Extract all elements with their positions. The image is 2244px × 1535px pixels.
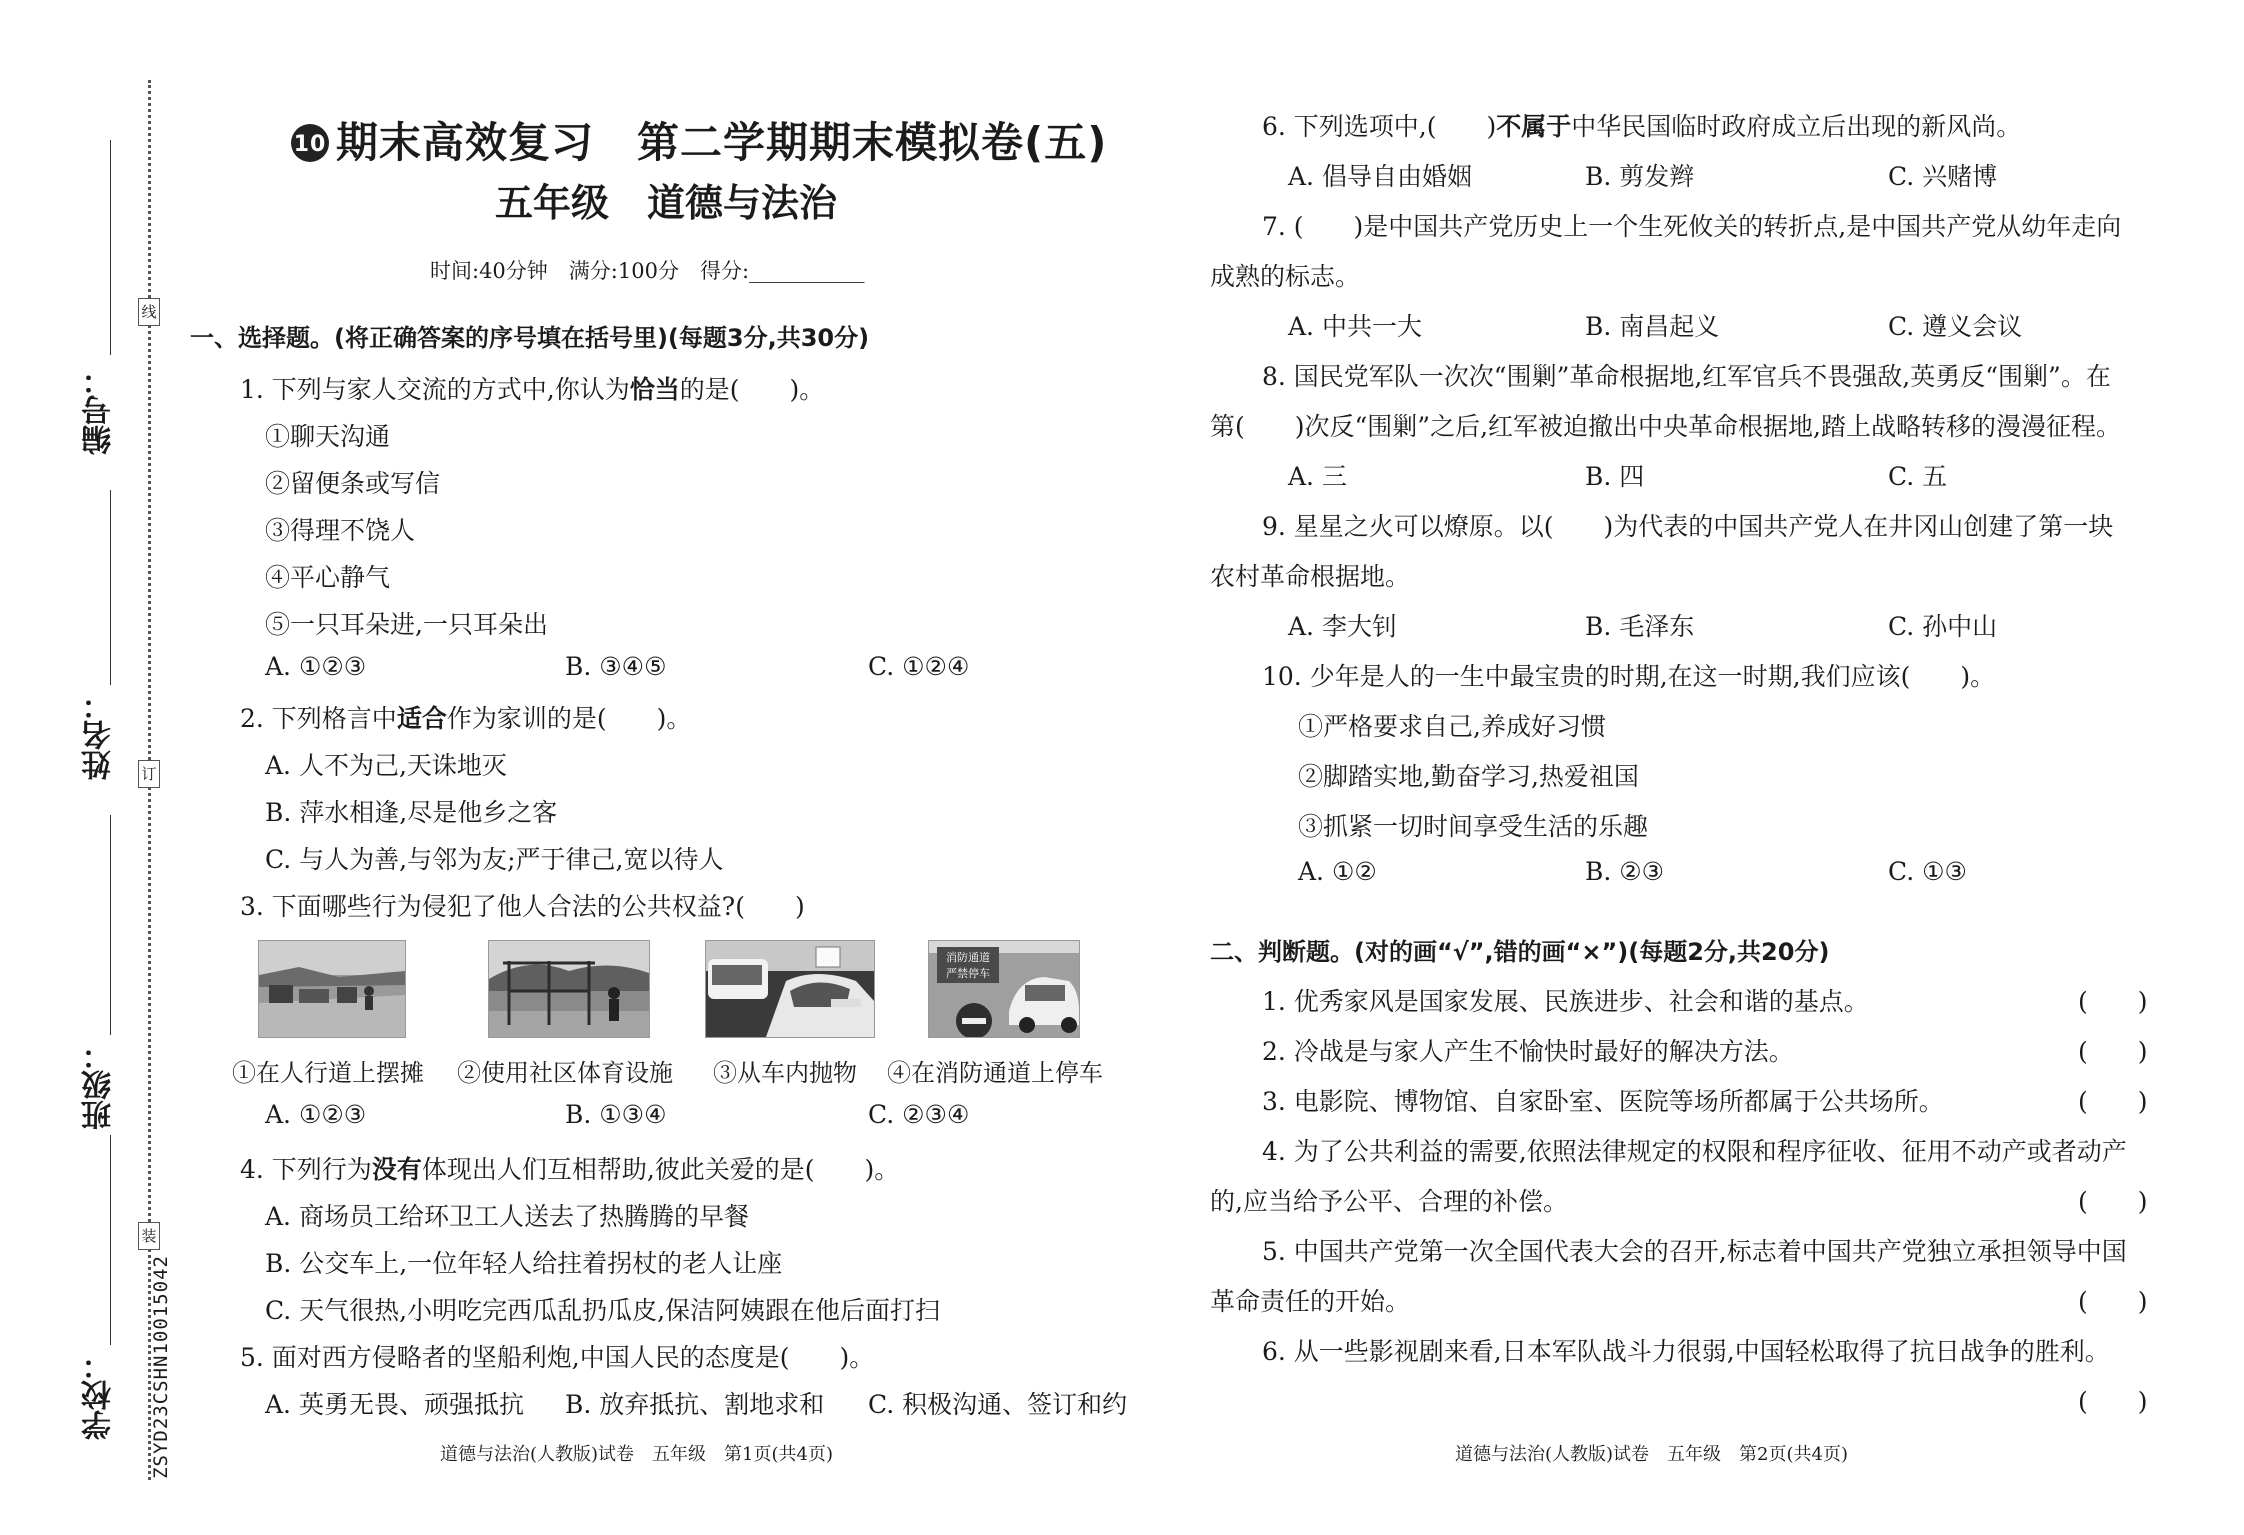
q7-stem-line1: 7. ( )是中国共产党历史上一个生死攸关的转折点,是中国共产党从幼年走向 bbox=[1262, 212, 2122, 241]
j4-answer-paren[interactable]: ( ) bbox=[2078, 1187, 2148, 1216]
q4-option-b[interactable]: B. 公交车上,一位年轻人给拄着拐杖的老人让座 bbox=[265, 1249, 783, 1278]
q10-option-c[interactable]: C. ①③ bbox=[1888, 857, 1967, 886]
q6-option-a[interactable]: A. 倡导自由婚姻 bbox=[1288, 162, 1472, 191]
q10-item-3: ③抓紧一切时间享受生活的乐趣 bbox=[1298, 812, 1649, 841]
j5-statement-line2: 革命责任的开始。 bbox=[1210, 1287, 1411, 1316]
q3-caption-2: ②使用社区体育设施 bbox=[457, 1059, 673, 1087]
q9-stem-line2: 农村革命根据地。 bbox=[1210, 562, 1411, 591]
q7-option-b[interactable]: B. 南昌起义 bbox=[1585, 312, 1720, 341]
j1-statement: 1. 优秀家风是国家发展、民族进步、社会和谐的基点。 bbox=[1262, 987, 1869, 1016]
number-field-line[interactable] bbox=[110, 140, 111, 355]
q7-option-a[interactable]: A. 中共一大 bbox=[1288, 312, 1422, 341]
class-field-label: 班级： bbox=[82, 1040, 117, 1130]
q4-option-c[interactable]: C. 天气很热,小明吃完西瓜乱扔瓜皮,保洁阿姨跟在他后面打扫 bbox=[265, 1296, 941, 1325]
q2-option-b[interactable]: B. 萍水相逢,尽是他乡之客 bbox=[265, 798, 558, 827]
j6-answer-paren[interactable]: ( ) bbox=[2078, 1387, 2148, 1416]
q3-option-a[interactable]: A. ①②③ bbox=[265, 1100, 367, 1129]
q9-option-b[interactable]: B. 毛泽东 bbox=[1585, 612, 1695, 641]
q5-option-c[interactable]: C. 积极沟通、签订和约 bbox=[868, 1390, 1128, 1419]
q1-stem: 1. 下列与家人交流的方式中,你认为恰当的是( )。 bbox=[240, 375, 825, 404]
q8-stem-line1: 8. 国民党军队一次次“围剿”革命根据地,红军官兵不畏强敌,英勇反“围剿”。在 bbox=[1262, 362, 2111, 391]
school-field-line[interactable] bbox=[110, 1135, 111, 1345]
q3-caption-4: ④在消防通道上停车 bbox=[887, 1059, 1103, 1087]
q4-stem: 4. 下列行为没有体现出人们互相帮助,彼此关爱的是( )。 bbox=[240, 1155, 900, 1184]
number-circle-text: 10 bbox=[293, 132, 327, 157]
q4-option-a[interactable]: A. 商场员工给环卫工人送去了热腾腾的早餐 bbox=[265, 1202, 749, 1231]
q1-item-2: ②留便条或写信 bbox=[265, 469, 441, 498]
q7-stem-line2: 成熟的标志。 bbox=[1210, 262, 1361, 291]
q10-option-b[interactable]: B. ②③ bbox=[1585, 857, 1665, 886]
page-title bbox=[290, 110, 1107, 170]
name-field-line[interactable] bbox=[110, 490, 111, 685]
q5-option-a[interactable]: A. 英勇无畏、顽强抵抗 bbox=[265, 1390, 524, 1419]
fire-lane-parking-photo bbox=[928, 940, 1080, 1038]
q10-item-2: ②脚踏实地,勤奋学习,热爱祖国 bbox=[1298, 762, 1639, 791]
j5-answer-paren[interactable]: ( ) bbox=[2078, 1287, 2148, 1316]
q8-option-a[interactable]: A. 三 bbox=[1288, 462, 1347, 491]
q3-option-c[interactable]: C. ②③④ bbox=[868, 1100, 970, 1129]
j3-answer-paren[interactable]: ( ) bbox=[2078, 1087, 2148, 1116]
j3-statement: 3. 电影院、博物馆、自家卧室、医院等场所都属于公共场所。 bbox=[1262, 1087, 1944, 1116]
page-subtitle: 五年级 道德与法治 bbox=[495, 181, 838, 225]
q1-item-5: ⑤一只耳朵进,一只耳朵出 bbox=[265, 610, 548, 639]
q8-option-c[interactable]: C. 五 bbox=[1888, 462, 1948, 491]
name-field-label: 姓名： bbox=[82, 690, 117, 780]
q6-option-b[interactable]: B. 剪发辫 bbox=[1585, 162, 1695, 191]
sign-text-line2: 严禁停车 bbox=[946, 967, 990, 980]
number-circle-icon bbox=[290, 123, 330, 163]
exam-meta: 时间:40分钟 满分:100分 得分:___________ bbox=[430, 259, 865, 283]
q1-option-a[interactable]: A. ①②③ bbox=[265, 652, 367, 681]
q2-option-c[interactable]: C. 与人为善,与邻为友;严于律己,宽以待人 bbox=[265, 845, 724, 874]
q1-option-b[interactable]: B. ③④⑤ bbox=[565, 652, 667, 681]
q10-option-a[interactable]: A. ①② bbox=[1298, 857, 1377, 886]
littering-car-photo bbox=[705, 940, 875, 1038]
q6-stem: 6. 下列选项中,( )不属于中华民国临时政府成立后出现的新风尚。 bbox=[1262, 112, 2022, 141]
title-text: 期末高效复习 第二学期期末模拟卷(五) bbox=[336, 118, 1108, 167]
q9-option-a[interactable]: A. 李大钊 bbox=[1288, 612, 1397, 641]
q5-option-b[interactable]: B. 放弃抵抗、割地求和 bbox=[565, 1390, 825, 1419]
j2-answer-paren[interactable]: ( ) bbox=[2078, 1037, 2148, 1066]
q2-stem: 2. 下列格言中适合作为家训的是( )。 bbox=[240, 704, 692, 733]
q9-stem-line1: 9. 星星之火可以燎原。以( )为代表的中国共产党人在井冈山创建了第一块 bbox=[1262, 512, 2114, 541]
footer-right: 道德与法治(人教版)试卷 五年级 第2页(共4页) bbox=[1455, 1444, 1848, 1465]
serial-number: ZSYD23CSHN10015042 bbox=[150, 1255, 172, 1479]
q6-option-c[interactable]: C. 兴赌博 bbox=[1888, 162, 1998, 191]
j5-statement-line1: 5. 中国共产党第一次全国代表大会的召开,标志着中国共产党独立承担领导中国 bbox=[1262, 1237, 2127, 1266]
street-stall-photo bbox=[258, 940, 406, 1038]
number-field-label: 编号： bbox=[82, 365, 117, 455]
q2-option-a[interactable]: A. 人不为己,天诛地灭 bbox=[265, 751, 507, 780]
j4-statement-line1: 4. 为了公共利益的需要,依照法律规定的权限和程序征收、征用不动产或者动产 bbox=[1262, 1137, 2127, 1166]
q5-stem: 5. 面对西方侵略者的坚船利炮,中国人民的态度是( )。 bbox=[240, 1343, 875, 1372]
class-field-line[interactable] bbox=[110, 815, 111, 1035]
j2-statement: 2. 冷战是与家人产生不愉快时最好的解决方法。 bbox=[1262, 1037, 1794, 1066]
footer-left: 道德与法治(人教版)试卷 五年级 第1页(共4页) bbox=[440, 1444, 833, 1465]
school-field-label: 学校： bbox=[82, 1350, 117, 1440]
q8-stem-line2: 第( )次反“围剿”之后,红军被迫撤出中央革命根据地,踏上战略转移的漫漫征程。 bbox=[1210, 412, 2121, 441]
q3-stem: 3. 下面哪些行为侵犯了他人合法的公共权益?( ) bbox=[240, 892, 805, 921]
q3-option-b[interactable]: B. ①③④ bbox=[565, 1100, 667, 1129]
binding-mark-zhuang: 装 bbox=[138, 1222, 160, 1250]
j4-statement-line2: 的,应当给予公平、合理的补偿。 bbox=[1210, 1187, 1568, 1216]
binding-mark-xian: 线 bbox=[138, 298, 160, 326]
binding-margin bbox=[0, 0, 180, 1535]
q1-option-c[interactable]: C. ①②④ bbox=[868, 652, 970, 681]
q3-caption-1: ①在人行道上摆摊 bbox=[232, 1059, 424, 1087]
sign-text-line1: 消防通道 bbox=[946, 951, 990, 964]
q7-option-c[interactable]: C. 遵义会议 bbox=[1888, 312, 2023, 341]
q1-item-4: ④平心静气 bbox=[265, 563, 391, 592]
section1-heading: 一、选择题。(将正确答案的序号填在括号里)(每题3分,共30分) bbox=[190, 324, 870, 352]
binding-mark-ding: 订 bbox=[138, 760, 160, 788]
q9-option-c[interactable]: C. 孙中山 bbox=[1888, 612, 1998, 641]
section2-heading: 二、判断题。(对的画“√”,错的画“×”)(每题2分,共20分) bbox=[1210, 938, 1830, 966]
q1-item-3: ③得理不饶人 bbox=[265, 516, 416, 545]
q3-caption-3: ③从车内抛物 bbox=[713, 1059, 857, 1087]
sports-facility-photo bbox=[488, 940, 650, 1038]
q8-option-b[interactable]: B. 四 bbox=[1585, 462, 1645, 491]
q10-item-1: ①严格要求自己,养成好习惯 bbox=[1298, 712, 1606, 741]
q10-stem: 10. 少年是人的一生中最宝贵的时期,在这一时期,我们应该( )。 bbox=[1262, 662, 1996, 691]
j6-statement: 6. 从一些影视剧来看,日本军队战斗力很弱,中国轻松取得了抗日战争的胜利。 bbox=[1262, 1337, 2110, 1366]
q1-item-1: ①聊天沟通 bbox=[265, 422, 391, 451]
j1-answer-paren[interactable]: ( ) bbox=[2078, 987, 2148, 1016]
